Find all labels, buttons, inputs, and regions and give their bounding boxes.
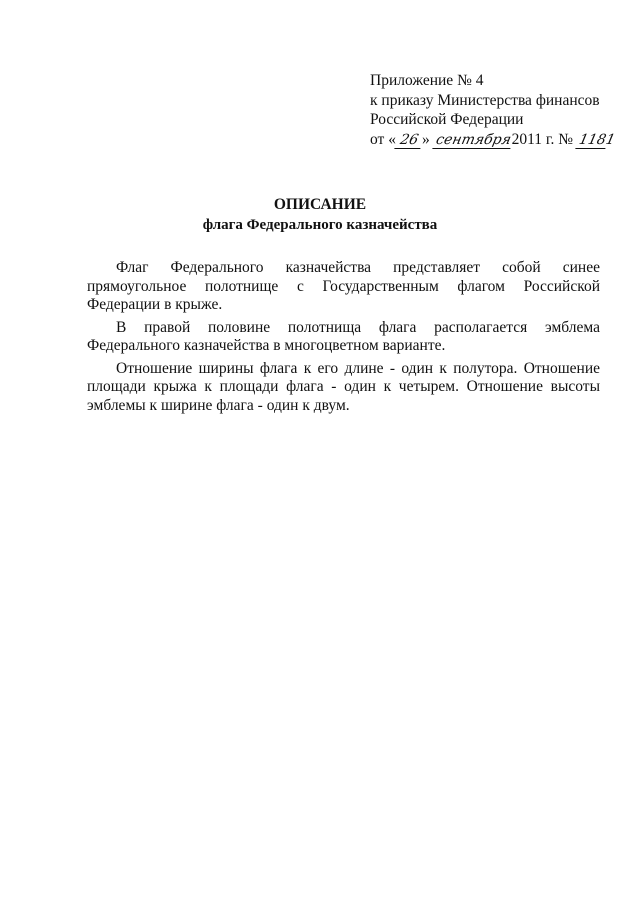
handwritten-day: 26 — [394, 133, 423, 149]
document-body — [87, 259, 600, 419]
date-year: 2011 г. № — [511, 130, 574, 148]
document-title — [0, 195, 640, 235]
paragraph-1: Флаг Федерального казначейства представляет собой синее прямоугольное полотнище с Государственным флагом Российской Федерации в крыже. — [87, 259, 600, 313]
appendix-country: Российской Федерации — [370, 111, 524, 128]
handwritten-month: сентября — [432, 133, 513, 149]
appendix-order-ref: к приказу Министерства финансов — [370, 91, 600, 109]
paragraph-3: Отношение ширины флага к его длине - один к полутора. Отношение площади крыжа к площади флага - один к четырем. Отношение высоты эмблемы к ширине флага - один к двум. — [87, 359, 600, 414]
title-heading: ОПИСАНИЕ — [273, 196, 367, 213]
appendix-date-line — [370, 130, 620, 150]
paragraph-2: В правой половине полотнища флага располагается эмблема Федерального казначейства в многоцветном варианте. — [87, 318, 600, 354]
handwritten-order-number: 1181 — [575, 133, 608, 149]
date-prefix: от « — [370, 130, 396, 148]
appendix-header — [370, 71, 620, 149]
appendix-number: Приложение № 4 — [370, 72, 484, 89]
title-subheading: флага Федерального казначейства — [202, 217, 438, 233]
date-separator: » — [421, 130, 430, 148]
